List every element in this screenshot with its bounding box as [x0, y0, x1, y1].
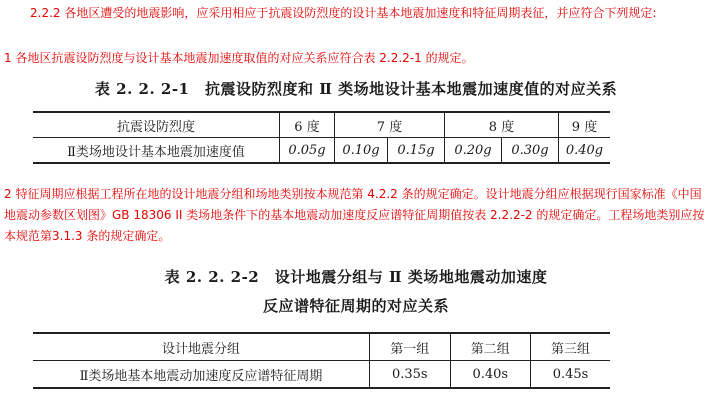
table-2	[33, 332, 610, 389]
table-2-caption-line-2: 反应谱特征周期的对应关系	[262, 297, 449, 315]
clause-2-2-2-paragraph: 2.2.2 各地区遭受的地震影响，应采用相应于抗震设防烈度的设计基本地震加速度和特征周期表征，并应符合下列规定:	[30, 6, 657, 20]
period-value-cell: 0.40s	[450, 361, 531, 389]
clause-item-2-paragraph: 2 特征周期应根据工程所在地的设计地震分组和场地类别按本规范第 4.2.2 条的规定确定。设计地震分组应根据现行国家标准《中国地震动参数区划图》GB 18306 II 类场地条件下的基本地震动加速度反应谱特征周期值按表 2.2.2-2 的规定确定。工程场地类别应按本规范第3.1.3 条的规定确定。	[4, 187, 705, 243]
group-1-header: 第一组	[370, 333, 451, 361]
accel-value-cell: 0.15g	[388, 138, 445, 164]
period-value-cell: 0.35s	[370, 361, 451, 389]
period-value-cell: 0.45s	[531, 361, 611, 389]
degree-8-header: 8 度	[445, 112, 559, 138]
table-row	[33, 361, 610, 389]
accel-value-cell: 0.30g	[502, 138, 559, 164]
group-2-header: 第二组	[450, 333, 531, 361]
degree-7-header: 7 度	[335, 112, 445, 138]
table-2-row-label: Ⅱ类场地基本地震动加速度反应谱特征周期	[33, 361, 370, 389]
table-row	[33, 333, 610, 361]
group-3-header: 第三组	[531, 333, 611, 361]
table-1	[33, 111, 610, 164]
table-1-header-label: 抗震设防烈度	[33, 112, 280, 138]
table-row	[33, 112, 610, 138]
accel-value-cell: 0.20g	[445, 138, 502, 164]
degree-9-header: 9 度	[559, 112, 611, 138]
table-1-row-label: Ⅱ类场地设计基本地震加速度值	[33, 138, 280, 164]
table-row	[33, 138, 610, 164]
accel-value-cell: 0.40g	[559, 138, 611, 164]
table-2-header-label: 设计地震分组	[33, 333, 370, 361]
degree-6-header: 6 度	[280, 112, 335, 138]
table-2-caption-line-1: 表 2. 2. 2-2 设计地震分组与 Ⅱ 类场地地震动加速度	[164, 268, 548, 286]
table-1-caption: 表 2. 2. 2-1 抗震设防烈度和 Ⅱ 类场地设计基本地震加速度值的对应关系	[94, 80, 618, 98]
accel-value-cell: 0.05g	[280, 138, 335, 164]
accel-value-cell: 0.10g	[335, 138, 388, 164]
clause-item-1-paragraph: 1 各地区抗震设防烈度与设计基本地震加速度取值的对应关系应符合表 2.2.2-1 的规定。	[4, 51, 474, 65]
